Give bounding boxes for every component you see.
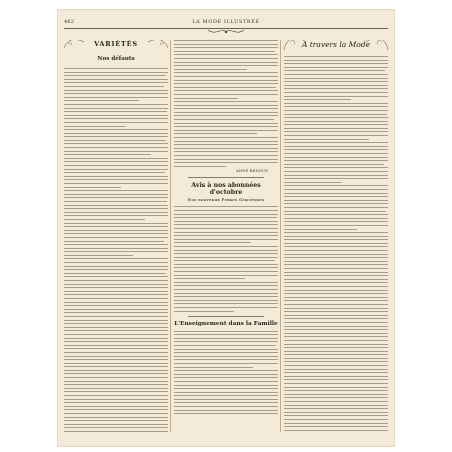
vine-ornament-icon	[284, 40, 308, 52]
magazine-page	[58, 10, 394, 446]
column-divider	[170, 40, 171, 432]
section-title-a-travers-la-mode: A travers la Mode	[301, 40, 371, 49]
section-separator	[188, 177, 264, 178]
article-body-continued	[174, 40, 278, 167]
article-title-nos-defauts: Nos défauts	[97, 56, 135, 62]
column-divider	[280, 40, 281, 432]
article-body-nos-defauts	[64, 68, 168, 432]
notice-title: Avis à nos abonnées d'octobre	[191, 182, 261, 197]
column-left	[64, 40, 168, 432]
vine-ornament-icon	[146, 40, 168, 50]
article-signature: ANNE RENOUX	[236, 169, 268, 174]
page-number: 462	[64, 19, 75, 25]
section-title-varietes: VARIÉTÉS	[94, 40, 138, 48]
article-title-enseignement: L'Enseignement dans la Famille	[174, 320, 278, 327]
column-right	[284, 40, 388, 432]
header-ornament-icon	[206, 27, 246, 37]
publication-title: LA MODE ILLUSTRÉE	[192, 19, 260, 25]
fashion-column-body	[284, 56, 388, 432]
article-body-enseignement	[174, 331, 278, 415]
section-separator	[188, 316, 264, 317]
vine-ornament-icon	[64, 40, 86, 50]
vine-ornament-icon	[364, 40, 388, 52]
notice-subtitle: Nos nouveaux Primes Gracieuses	[187, 197, 265, 203]
notice-body	[174, 206, 278, 311]
column-middle	[174, 40, 278, 417]
